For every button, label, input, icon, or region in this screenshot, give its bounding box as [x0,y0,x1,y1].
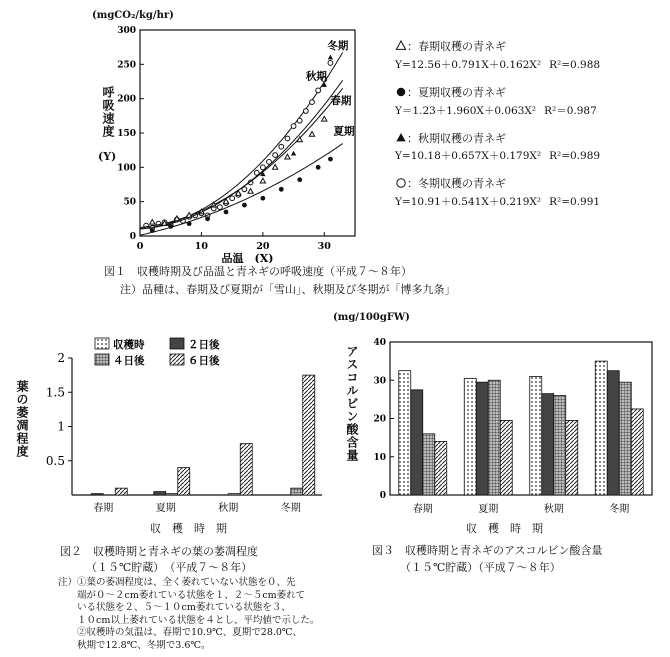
fig1-curve-label: 秋期 [305,70,327,83]
fig3-xlabel: 収 穫 時 期 [466,522,543,535]
fig1-point [328,61,333,66]
fig2-bar [154,492,166,495]
fig3-bar [542,394,554,495]
fig2-legend-swatch [95,338,109,349]
fig1-curve-label: 春期 [330,95,352,108]
fig1-ytick-label: 100 [117,163,136,174]
legend-marker-icon [395,86,407,97]
fig3-category-label: 冬期 [609,504,630,515]
legend-marker [397,179,405,187]
fig1-point [230,196,235,201]
fig3-ytick-label: 40 [373,338,386,348]
legend-equation: Y＝1.23＋1.960X＋0.063X² [395,104,537,117]
fig2-bar [115,488,127,495]
fig1-point [322,116,327,121]
legend-equation: Y=12.56＋0.791X＋0.162X² [395,58,542,71]
fig3-bar [619,382,631,495]
fig3-bar [488,380,500,495]
fig1-ytick-label: 250 [117,60,136,71]
fig1-xtick-label: 30 [317,241,331,252]
fig3-category-label: 秋期 [543,504,564,515]
fig1-point [273,164,278,169]
fig1-point [297,118,302,123]
fig2-bar [291,488,303,495]
fig3-ylabel: アスコルビン酸含量 [345,345,359,462]
fig1-xtick-label: 10 [194,241,209,252]
fig2-note-line: 秋期で12.8℃、冬期で3.6℃。 [58,639,211,651]
fig1-point [316,88,321,93]
fig1-point [217,205,222,210]
fig2-note-line: ②収穫時の気温は、春期で10.9℃、夏期で28.0℃、 [58,627,303,638]
fig2-chart [0,330,340,545]
fig1-ylabel-var: (Y) [98,150,117,163]
fig2-legend-label: 収穫時 [113,339,145,351]
legend-r2: R²=0.989 [549,150,601,163]
fig1-point [297,177,302,182]
fig3-bar [399,371,411,495]
legend-r2: R²=0.988 [549,58,601,71]
fig3-ytick-label: 10 [373,452,386,463]
legend-entry [395,177,665,209]
legend-marker [396,132,405,140]
fig3-bar [595,361,607,495]
fig2-category-label: 冬期 [280,503,301,514]
legend-r2: R²＝0.987 [544,104,597,117]
fig2-bar [178,468,190,495]
fig3-yunit: (mg/100gFW) [333,312,410,323]
fig1-point [310,100,315,105]
fig3-caption2: （１５℃貯蔵）（平成７〜８年） [400,561,561,574]
fig1-ytick-label: 50 [123,197,136,208]
fig3-bar [411,390,423,495]
fig1-xtick-label: 20 [256,241,270,252]
fig1-point [279,187,284,192]
fig1-point [187,221,192,226]
legend-text: ：夏期収穫の青ネギ [407,85,506,99]
fig2-ylabel: 葉の萎凋程度 [15,380,29,458]
fig1-plot-frame [140,30,355,236]
fig1-point [205,216,210,221]
fig1-legend [395,40,665,223]
fig1-point [242,203,247,208]
fig3-bar [500,420,512,495]
fig1-point [291,151,296,156]
fig1-point [316,165,321,170]
fig2-ytick-label: 1.5 [45,385,65,400]
fig1-point [150,219,155,224]
fig2-ytick-label: 2 [57,351,65,365]
legend-text: ：秋期収穫の青ネギ [407,131,506,145]
fig1-point [328,55,333,60]
legend-entry [395,40,665,72]
fig3-bar [476,382,488,495]
fig2-legend-swatch [95,354,109,365]
fig1-point [260,178,265,183]
fig2-legend-label: ２日後 [188,339,220,351]
legend-marker-icon [395,40,407,51]
legend-text: ：冬期収穫の青ネギ [407,177,506,191]
fig3-chart [330,312,670,542]
legend-marker [396,41,405,49]
fig1-point [260,196,265,201]
legend-marker-icon [395,132,407,143]
fig1-point [285,154,290,159]
fig3-category-label: 春期 [412,504,433,515]
fig2-legend-label: ６日後 [188,355,220,367]
fig2-caption2: （１５℃貯蔵） （平成７〜８年） [86,561,253,574]
fig1-ylabel-unit: (mgCO₂/kg/hr) [92,10,174,21]
fig2-ytick-label: 1 [57,419,65,434]
fig3-ytick-label: 30 [373,376,386,387]
fig2-note-line: 注）①葉の萎凋程度は、全く萎れていない状態を０、先 [58,577,296,588]
fig1-point [328,157,333,162]
fig2-note-line: １０cm以上萎れている状態を４とし、平均値で示した。 [58,614,320,626]
fig1-point [150,228,155,233]
fig2-xlabel: 収 穫 時 期 [150,522,227,535]
fig1-point [303,109,308,114]
fig1-point [273,153,278,158]
fig1-ytick-label: 0 [129,232,136,242]
fig3-bar [566,420,578,495]
fig1-point [174,216,179,221]
fig2-category-label: 春期 [93,503,114,514]
fig1-point [224,210,229,215]
fig2-bar [166,494,178,495]
fig1-curve-春期 [140,88,343,227]
fig1-ytick-label: 300 [117,26,136,36]
fig2-legend-swatch [170,338,184,349]
legend-entry [395,86,665,118]
fig1-point [291,124,296,129]
fig2-notes [58,577,319,652]
fig1-point [285,136,290,141]
fig1-ylabel: 呼吸速度 [101,86,115,138]
fig1-point [309,131,314,136]
legend-equation: Y=10.91＋0.541X＋0.219X² [395,196,542,208]
fig2-ytick-label: 0.5 [45,453,65,468]
legend-marker [397,88,405,96]
fig3-bar [464,378,476,495]
fig3-ytick-label: 20 [373,414,386,425]
fig3-bar [554,396,566,495]
fig2-legend-swatch [170,354,184,365]
fig3-bar [530,376,542,495]
fig1-note: 注）品種は、春期及び夏期が「雪山」、秋期及び冬期が「博多九条」 [120,283,456,296]
fig3-ytick-label: 0 [379,491,386,501]
fig3-category-label: 夏期 [478,504,499,515]
fig2-bar [303,375,315,495]
fig1-point [297,137,302,142]
fig3-bar [435,441,447,495]
fig2-category-label: 夏期 [155,503,176,514]
fig3-caption: 図３ 収穫時期と青ネギのアスコルビン酸含量 [372,544,603,557]
fig1-chart [95,8,365,263]
fig2-legend-label: ４日後 [113,355,145,367]
fig2-note-line: いる状態を２、５〜１０cm萎れている状態を３、 [58,602,291,613]
fig2-caption: 図２ 収穫時期と青ネギの葉の萎凋程度 [60,545,258,558]
fig2-category-label: 秋期 [218,503,239,514]
legend-text: ：春期収穫の青ネギ [407,40,506,53]
fig1-point [168,224,173,229]
fig2-bar [240,444,252,495]
legend-equation: Y=10.18＋0.657X＋0.179X² [395,150,542,163]
fig2-note-line: 端が０〜２cm萎れている状態を１、２〜５cm萎れて [58,589,306,601]
fig1-ytick-label: 200 [117,94,136,105]
fig1-caption: 図１ 収穫時期及び品温と青ネギの呼吸速度（平成７〜８年） [104,265,412,278]
fig1-xtick-label: 0 [136,241,144,252]
fig1-curve-label: 冬期 [327,40,349,53]
fig3-bar [631,409,643,495]
fig3-bar [423,434,435,495]
legend-entry [395,132,665,164]
fig3-bar [607,371,619,495]
legend-r2: R²=0.991 [549,196,601,208]
fig1-xlabel: 品温 (X) [221,252,274,263]
fig1-ytick-label: 150 [117,129,136,139]
fig1-curve-label: 夏期 [333,125,355,138]
fig1-point [279,144,284,149]
legend-marker-icon [395,177,407,188]
fig1-point [248,188,253,193]
fig2-bar [228,494,240,495]
fig2-bar [91,494,103,495]
